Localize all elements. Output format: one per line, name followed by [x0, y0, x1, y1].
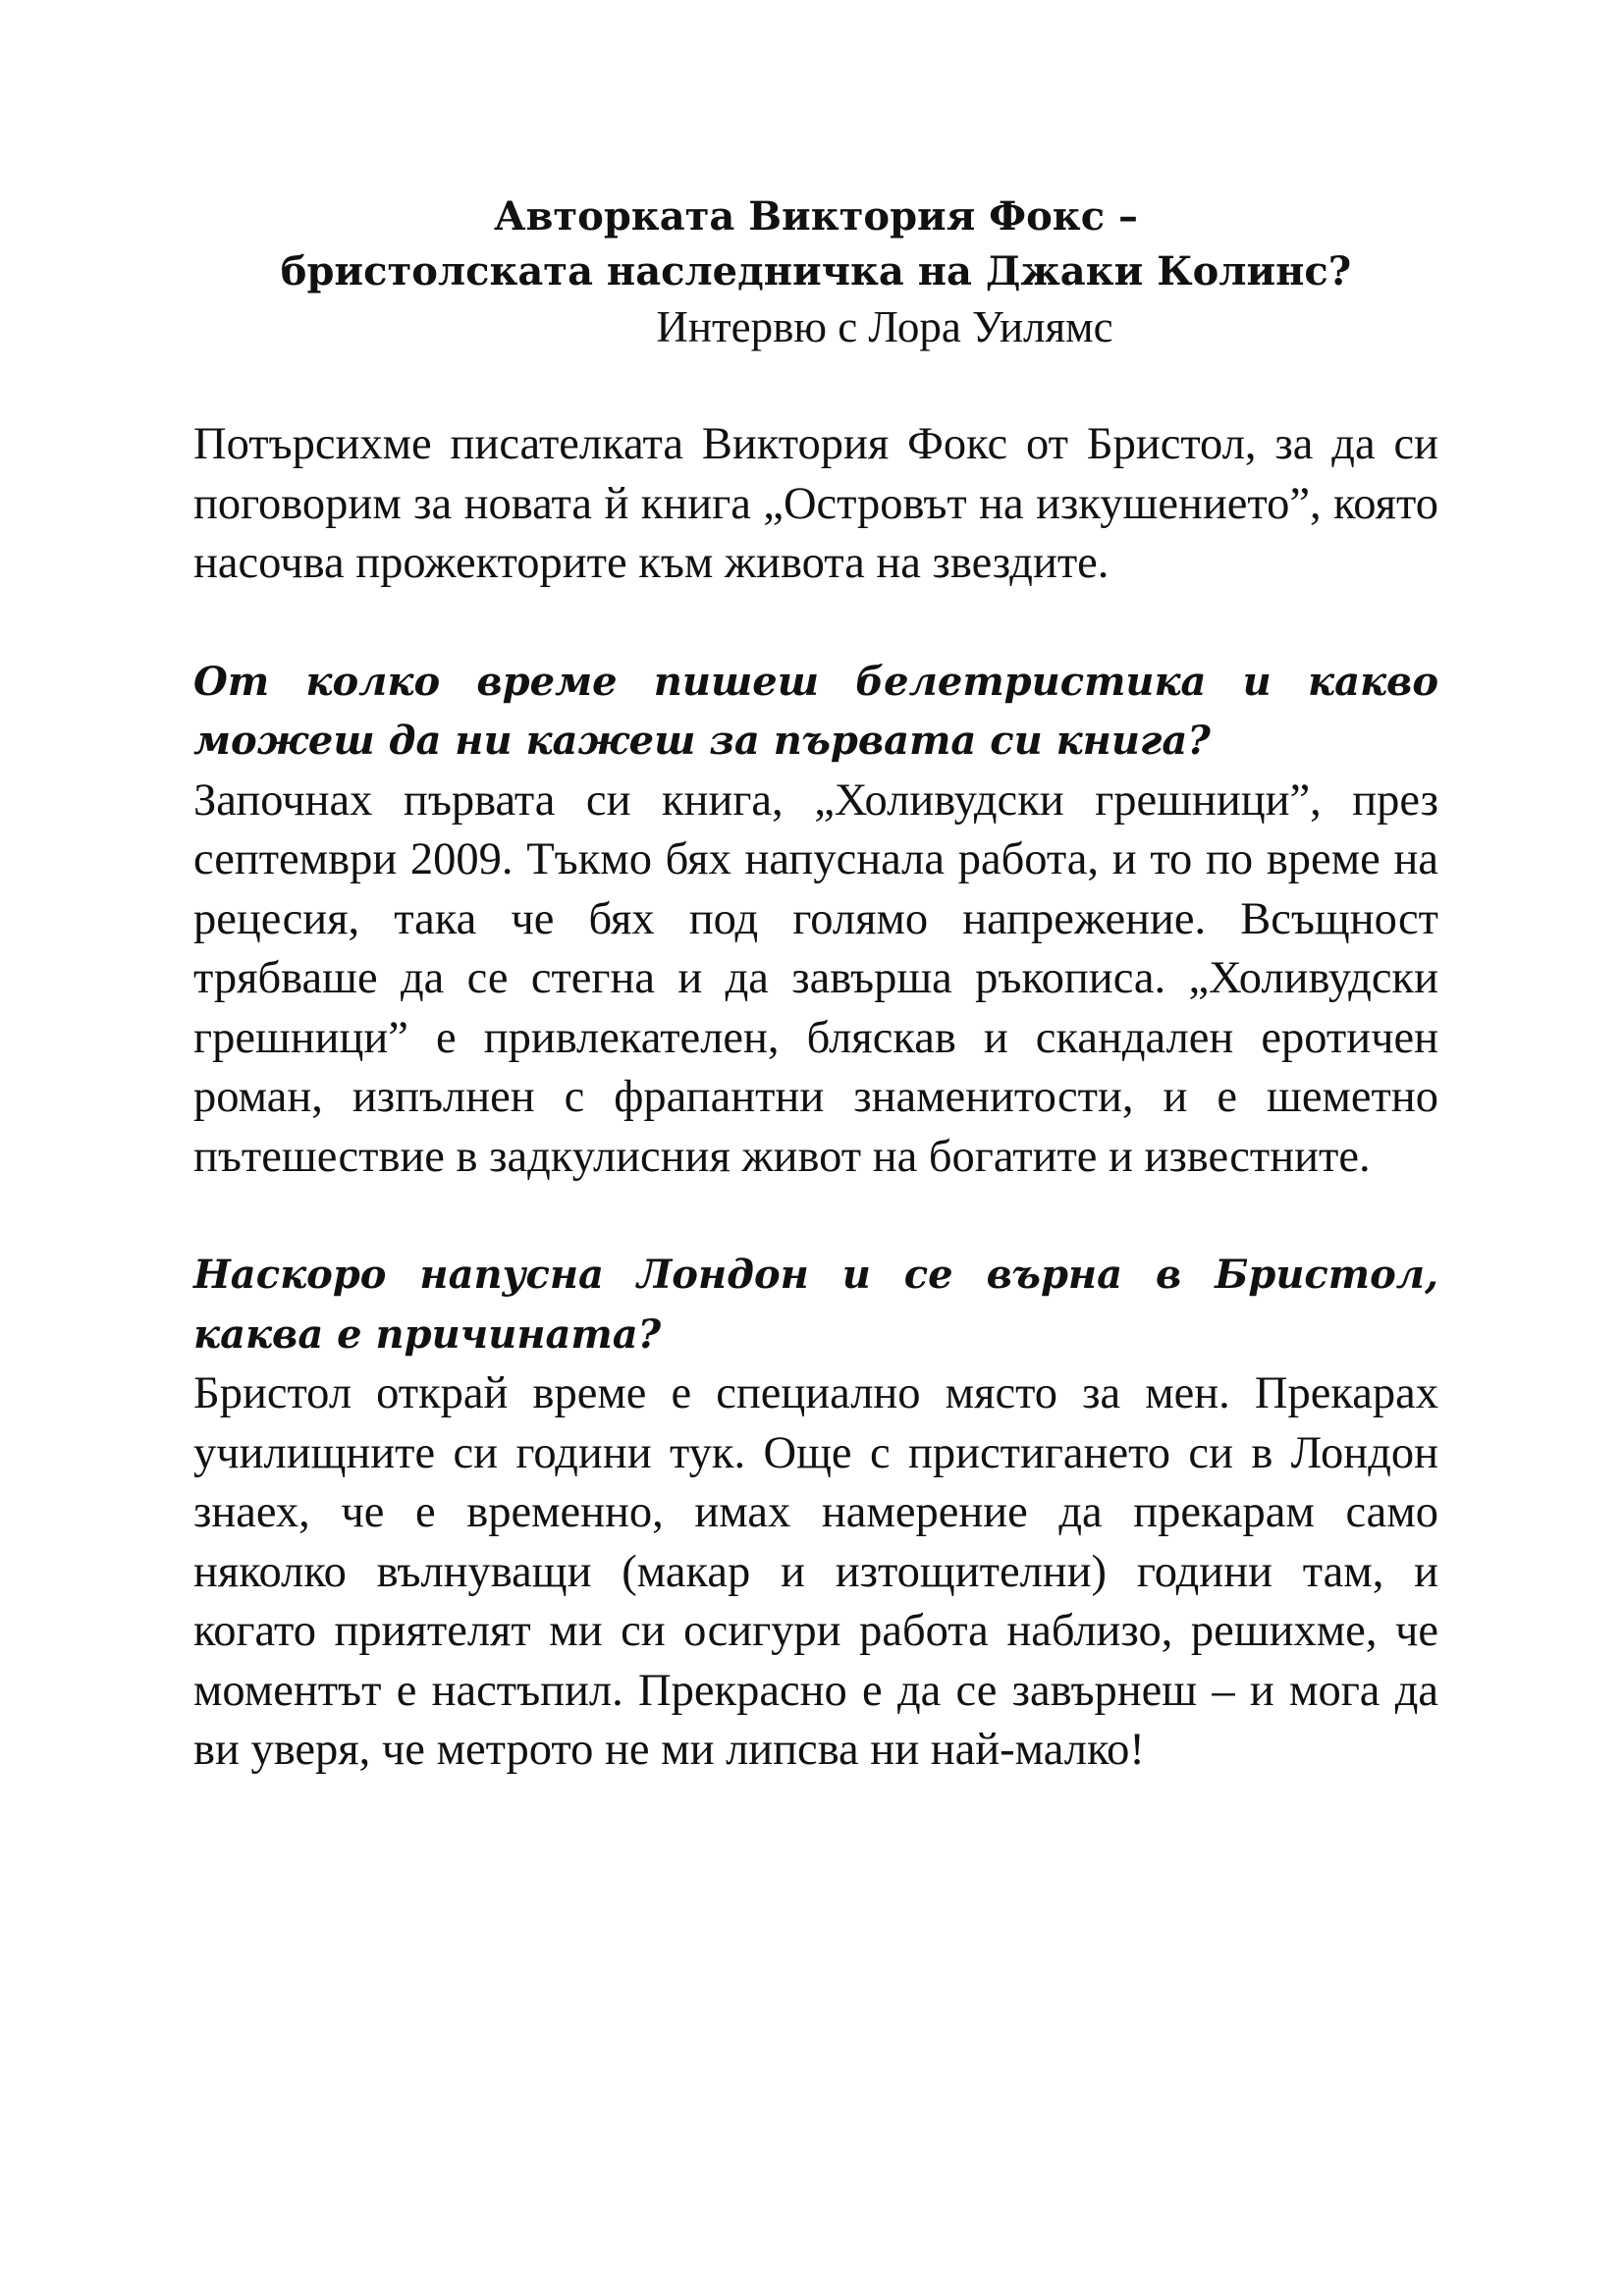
question-2: Наскоро напусна Лондон и се върна в Бристол, каква е причината?	[193, 1252, 1438, 1358]
article-title-line-2: бристолската наследничка на Джаки Колинс?	[280, 248, 1352, 294]
article-subtitle: Интервю с Лора Уилямс	[656, 302, 1113, 351]
question-1: От колко време пишеш белетристика и какво можеш да ни кажеш за първата си книга?	[193, 658, 1438, 764]
spacer	[193, 1187, 1438, 1246]
answer-1: Започнах първата си книга, „Холивудски грешници”, през септември 2009. Тъкмо бях напуснала работа, и то по време на рецесия, така че бях под голямо напрежение. Всъщност трябваше да се стегна и да завърша ръкописа. „Холивудски грешници” е привлекателен, бляскав и скандален еротичен роман, изпълнен с фрапантни знаменитости, и е шеметно пътешествие в задкулисния живот на богатите и известните.	[193, 774, 1438, 1182]
spacer	[193, 594, 1438, 653]
answer-2: Бристол открай време е специално място за мен. Прекарах училищните си години тук. Още с пристигането си в Лондон знаех, че е временно, имах намерение да прекарам само няколко вълнуващи (макар и изтощителни) години там, и когато приятелят ми си осигури работа наблизо, решихме, че моментът е настъпил. Прекрасно е да се завърнеш – и мога да ви уверя, че метрото не ми липсва ни най-малко!	[193, 1368, 1438, 1775]
intro-paragraph: Потърсихме писателката Виктория Фокс от Бристол, за да си поговорим за новата й книга „Островът на изкушението”, която насочва прожекторите към живота на звездите.	[193, 419, 1438, 588]
spacer	[193, 354, 1438, 415]
article-body	[193, 189, 1438, 1781]
article-title-line-1: Авторката Виктория Фокс –	[494, 193, 1138, 240]
